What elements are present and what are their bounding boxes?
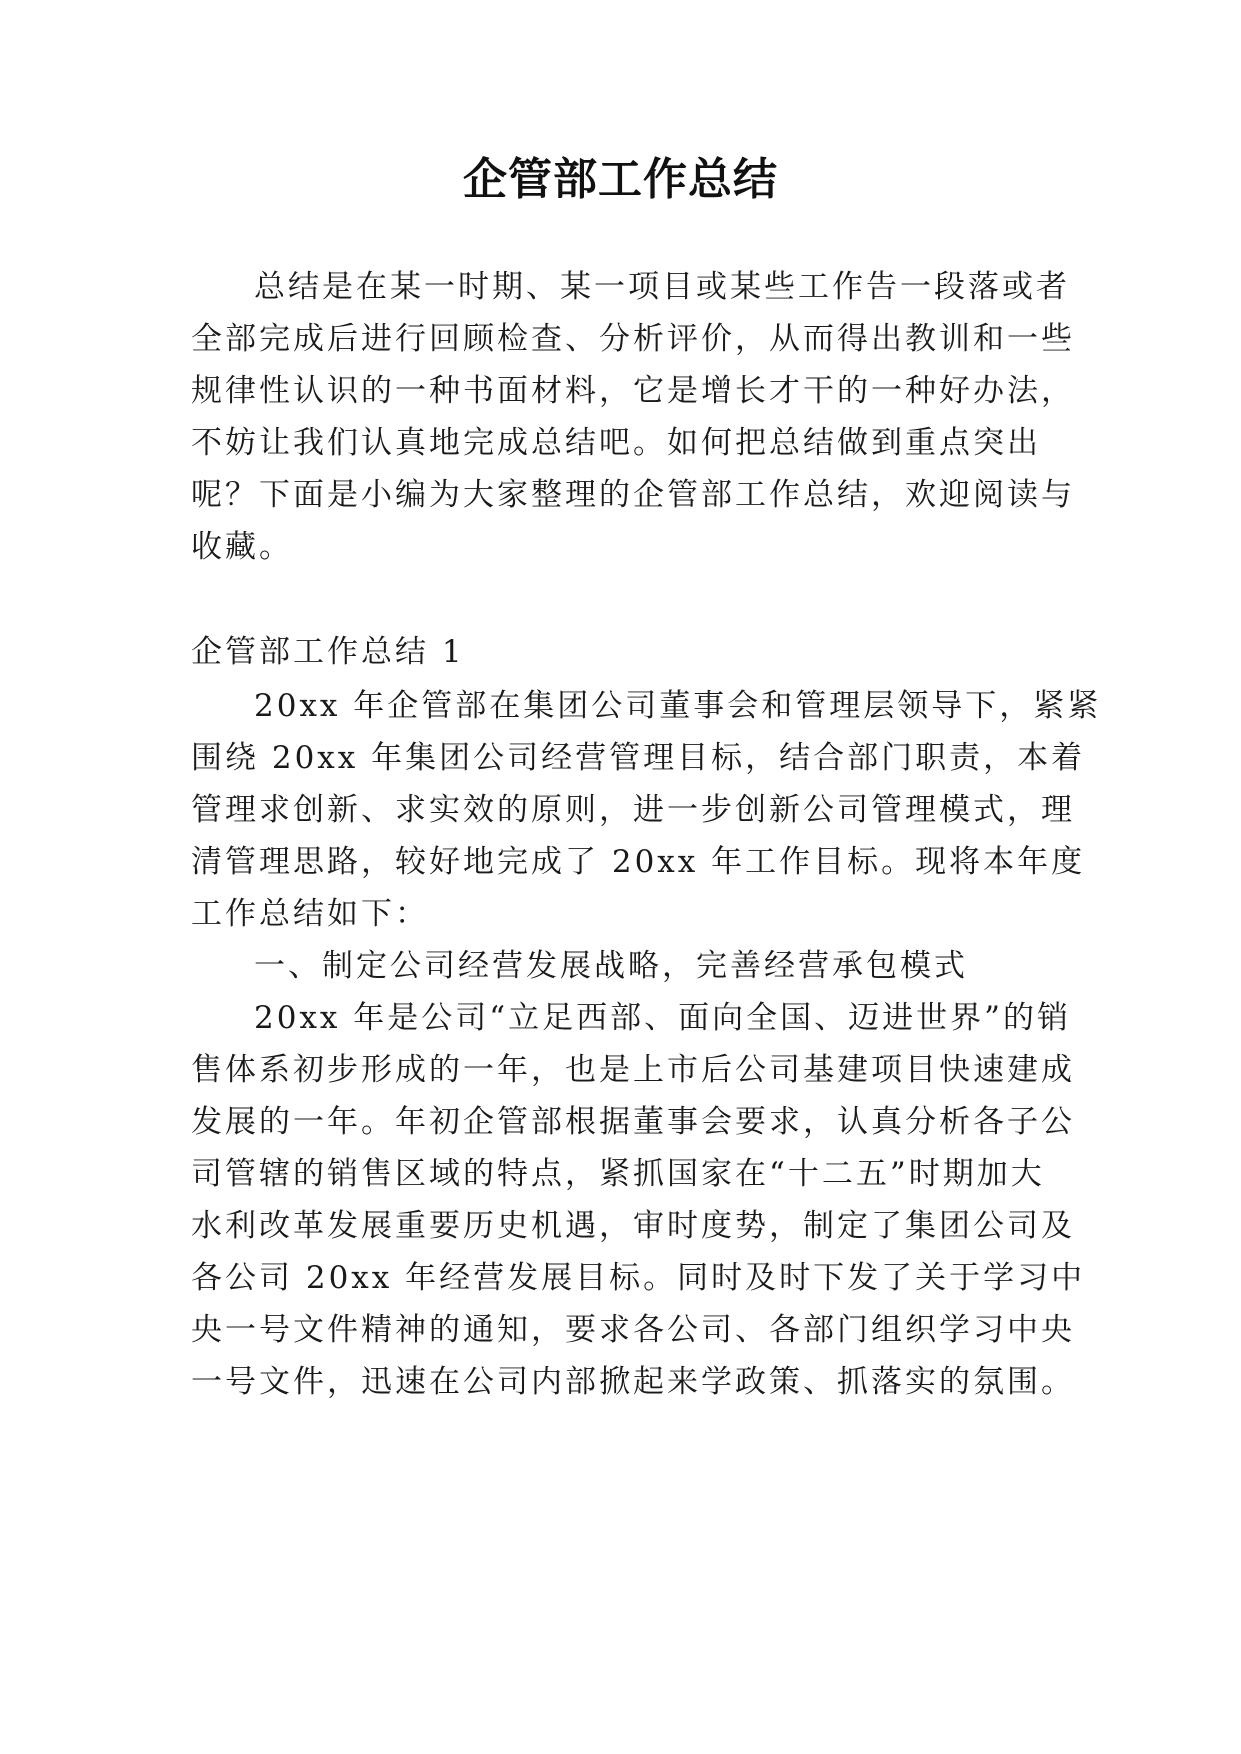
para1-line-4: 清管理思路，较好地完成了 20xx 年工作目标。现将本年度 bbox=[191, 844, 1086, 880]
para2-line-5: 水利改革发展重要历史机遇，审时度势，制定了集团公司及 bbox=[191, 1208, 1075, 1244]
para1-line-3: 管理求创新、求实效的原则，进一步创新公司管理模式，理 bbox=[191, 792, 1075, 828]
para2-line-4: 司管辖的销售区域的特点，紧抓国家在“十二五”时期加大 bbox=[191, 1156, 1045, 1192]
para2-line-2: 售体系初步形成的一年，也是上市后公司基建项目快速建成 bbox=[191, 1052, 1075, 1088]
para2-line-3: 发展的一年。年初企管部根据董事会要求，认真分析各子公 bbox=[191, 1104, 1075, 1140]
para2-line-1: 20xx 年是公司“立足西部、面向全国、迈进世界”的销 bbox=[254, 1000, 1071, 1036]
intro-line-3: 规律性认识的一种书面材料，它是增长才干的一种好办法， bbox=[191, 373, 1075, 409]
section-heading: 企管部工作总结 1 bbox=[191, 634, 465, 670]
intro-line-5: 呢？下面是小编为大家整理的企管部工作总结，欢迎阅读与 bbox=[191, 477, 1075, 513]
document-title: 企管部工作总结 bbox=[463, 154, 778, 205]
intro-line-1: 总结是在某一时期、某一项目或某些工作告一段落或者 bbox=[254, 269, 1070, 305]
para2-line-6: 各公司 20xx 年经营发展目标。同时及时下发了关于学习中 bbox=[191, 1260, 1086, 1296]
para2-line-8: 一号文件，迅速在公司内部掀起来学政策、抓落实的氛围。 bbox=[191, 1364, 1075, 1400]
intro-line-6: 收藏。 bbox=[191, 529, 293, 565]
para1-line-1: 20xx 年企管部在集团公司董事会和管理层领导下，紧紧 bbox=[254, 688, 1102, 724]
subheading: 一、制定公司经营发展战略，完善经营承包模式 bbox=[254, 948, 968, 984]
para1-line-2: 围绕 20xx 年集团公司经营管理目标，结合部门职责，本着 bbox=[191, 740, 1086, 776]
para1-line-5: 工作总结如下： bbox=[191, 896, 429, 932]
para2-line-7: 央一号文件精神的通知，要求各公司、各部门组织学习中央 bbox=[191, 1312, 1075, 1348]
intro-line-4: 不妨让我们认真地完成总结吧。如何把总结做到重点突出 bbox=[191, 425, 1041, 461]
intro-line-2: 全部完成后进行回顾检查、分析评价，从而得出教训和一些 bbox=[191, 321, 1075, 357]
